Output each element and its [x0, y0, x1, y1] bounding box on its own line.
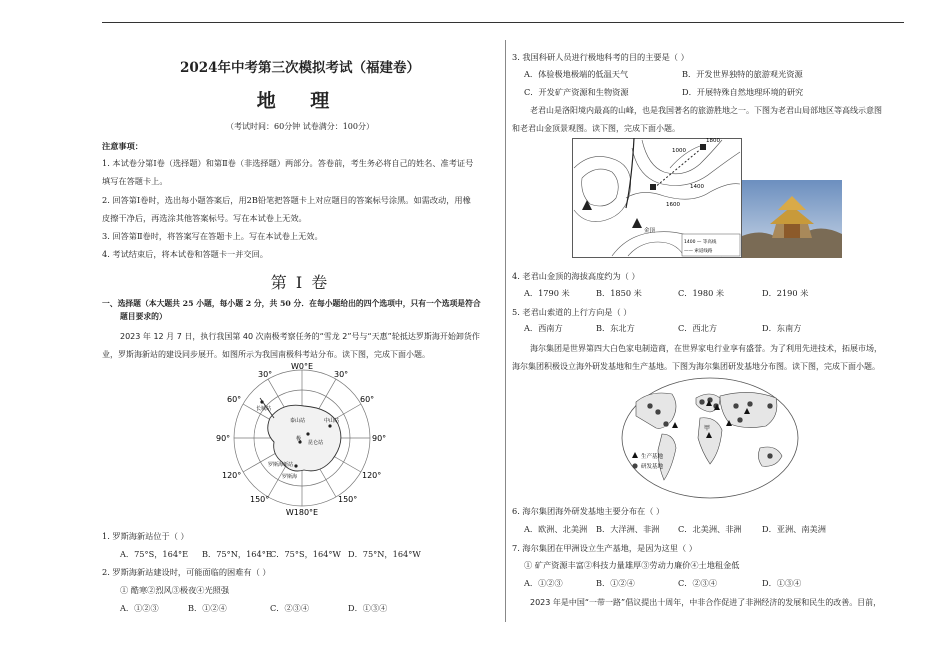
- q6-option-d: D．亚洲、南美洲: [762, 524, 826, 534]
- station-marker: [328, 424, 331, 427]
- q5-option-a: A．西南方: [524, 323, 563, 333]
- q2-option-c: C．②③④: [270, 603, 310, 613]
- q6-option-a: A．欧洲、北美洲: [524, 524, 588, 534]
- notice-line: 2. 回答第Ⅰ卷时，选出每小题答案后，用2B铅笔把答题卡上对应题目的答案标号涂黑。如需改动，用橡: [102, 195, 471, 205]
- jinding-photo: [742, 180, 842, 258]
- map-label: 30°: [258, 370, 273, 379]
- subject-title: 地 理: [256, 90, 344, 112]
- map-label: 极: [296, 436, 302, 442]
- map-label: 罗斯海新站: [268, 462, 294, 468]
- q3-option-b: B．开发世界独特的旅游观光资源: [682, 69, 803, 79]
- contour-label: 1400: [690, 184, 704, 190]
- legend-contour: 1400 — 等高线: [684, 240, 717, 245]
- passage-1-cont: 业，罗斯海新站的建设同步展开。如图所示为我国南极科考站分布。读下图，完成下面小题。: [102, 350, 430, 359]
- station-marker: [294, 464, 297, 467]
- map-label: W0°E: [290, 362, 314, 371]
- map-label: 30°: [334, 370, 349, 379]
- map-label: 长城站: [256, 406, 272, 412]
- map-label: 60°: [227, 395, 242, 404]
- map-label: W180°E: [285, 508, 319, 517]
- q7-option-b: B．①②④: [596, 578, 635, 588]
- notice-line: 4. 考试结束后，将本试卷和答题卡一并交回。: [102, 249, 268, 259]
- map-label-jia: 甲: [704, 425, 711, 432]
- q2-option-d: D．①③④: [348, 603, 388, 613]
- notice-heading: 注意事项：: [102, 141, 143, 151]
- section-title: 第 I 卷: [270, 273, 330, 292]
- passage-1: 2023 年 12 月 7 日，执行我国第 40 次南极考察任务的“雪龙 2”号与“天惠”轮抵达罗斯海开始卸货作: [120, 332, 480, 341]
- question-7: 7. 海尔集团在甲洲设立生产基地，是因为这里（ ）: [512, 543, 697, 553]
- legend-rd: 研发基地: [641, 464, 664, 470]
- map-label: 90°: [372, 434, 387, 443]
- question-5: 5. 老君山索道的上行方向是（ ）: [512, 307, 632, 317]
- q4-option-a: A．1790 米: [524, 288, 570, 298]
- passage-4: 2023 年是中国“一带一路”倡议提出十周年，中非合作促进了非洲经济的发展和民生的改善。目前，: [530, 598, 882, 607]
- top-rule: [102, 22, 904, 23]
- question-2: 2. 罗斯海新站建设时，可能面临的困难有（ ）: [102, 567, 271, 577]
- q7-statements: ① 矿产资源丰富②科技力量雄厚③劳动力廉价④土地租金低: [524, 560, 740, 570]
- q3-option-c: C．开发矿产资源和生物资源: [524, 87, 629, 97]
- map-label: 中山站: [324, 418, 340, 424]
- haier-world-map: [620, 376, 800, 500]
- contour-map: [572, 138, 742, 258]
- q3-option-d: D．开展特殊自然地理环境的研究: [682, 87, 804, 97]
- q1-option-a: A．75°S，164°E: [120, 549, 189, 559]
- passage-3-cont: 海尔集团积极设立海外研发基地和生产基地。下图为海尔集团研发基地分布图。读下图，完成下面小题。: [512, 362, 880, 371]
- q3-option-a: A．体验极地极端的低温天气: [524, 69, 629, 79]
- station-marker: [306, 432, 309, 435]
- part1-heading: 一、选择题（本大题共 25 小题，每小题 2 分，共 50 分．在每小题给出的四个选项中，只有一个选项是符合: [102, 299, 481, 308]
- map-label: 60°: [360, 395, 375, 404]
- exam-title: 2024年中考第三次模拟考试（福建卷）: [179, 60, 421, 76]
- q7-option-a: A．①②③: [524, 578, 563, 588]
- q2-option-a: A．①②③: [120, 603, 159, 613]
- map-label: 罗斯海: [282, 474, 298, 480]
- notice-line: 3. 回答第Ⅱ卷时，将答案写在答题卡上。写在本试卷上无效。: [102, 231, 323, 241]
- map-label: 泰山站: [290, 418, 306, 424]
- question-4: 4. 老君山金顶的海拔高度约为（ ）: [512, 271, 640, 281]
- q2-statements: ① 酷寒②烈风③极夜④光照强: [120, 585, 230, 595]
- station-marker: [260, 400, 263, 403]
- map-label: 150°: [338, 495, 358, 504]
- q4-option-d: D．2190 米: [762, 288, 809, 298]
- q4-option-b: B．1850 米: [596, 288, 642, 298]
- q7-option-d: D．①③④: [762, 578, 802, 588]
- q5-option-d: D．东南方: [762, 323, 802, 333]
- legend-dot-icon: [632, 463, 637, 468]
- map-label: 120°: [362, 471, 382, 480]
- antarctic-polar-map: [212, 362, 392, 517]
- part1-heading-cont: 题目要求的）: [120, 312, 167, 321]
- passage-3: 海尔集团是世界第四大白色家电制造商，在世界家电行业享有盛誉。为了利用先进技术，拓展市场，: [530, 344, 882, 353]
- notice-line: 皮擦干净后，再选涂其他答案标号。写在本试卷上无效。: [102, 213, 307, 223]
- q1-option-d: D．75°N，164°W: [348, 549, 421, 559]
- map-label: 昆仑站: [308, 440, 324, 446]
- notice-line: 1. 本试卷分第Ⅰ卷（选择题）和第Ⅱ卷（非选择题）两部分。答卷前，考生务必将自己的姓名、准考证号: [102, 158, 474, 168]
- contour-label: 1800: [706, 138, 720, 144]
- contour-label: 1000: [672, 148, 686, 154]
- legend-production: 生产基地: [641, 454, 664, 460]
- q6-option-c: C．北美洲、非洲: [678, 524, 742, 534]
- cableway-station: [700, 144, 706, 150]
- q7-option-c: C．②③④: [678, 578, 718, 588]
- column-divider: [505, 40, 506, 622]
- notice-line: 填写在答题卡上。: [102, 176, 168, 186]
- question-3: 3. 我国科研人员进行极地科考的目的主要是（ ）: [512, 52, 689, 62]
- q4-option-c: C．1980 米: [678, 288, 725, 298]
- q6-option-b: B．大洋洲、非洲: [596, 524, 660, 534]
- passage-2: 老君山是洛阳境内最高的山峰，也是我国著名的旅游胜地之一。下图为老君山局部地区等高线示意图: [530, 106, 882, 115]
- jinding-label: 金顶: [644, 228, 656, 234]
- contour-label: 1600: [666, 202, 680, 208]
- cableway-station: [650, 184, 656, 190]
- exam-info: （考试时间：60分钟 试卷满分：100分）: [226, 122, 374, 131]
- map-label: 150°: [250, 495, 270, 504]
- passage-2-cont: 和老君山金顶景观图。读下图，完成下面小题。: [512, 124, 680, 133]
- q1-option-b: B．75°N，164°E: [202, 549, 272, 559]
- question-6: 6. 海尔集团海外研发基地主要分布在（ ）: [512, 506, 665, 516]
- question-1: 1. 罗斯海新站位于（ ）: [102, 531, 189, 541]
- q2-option-b: B．①②④: [188, 603, 227, 613]
- legend-cableway: —— 索道线路: [684, 249, 713, 254]
- map-label: 120°: [222, 471, 242, 480]
- q1-option-c: C．75°S，164°W: [270, 549, 341, 559]
- q5-option-c: C．西北方: [678, 323, 718, 333]
- q5-option-b: B．东北方: [596, 323, 635, 333]
- map-label: 90°: [216, 434, 231, 443]
